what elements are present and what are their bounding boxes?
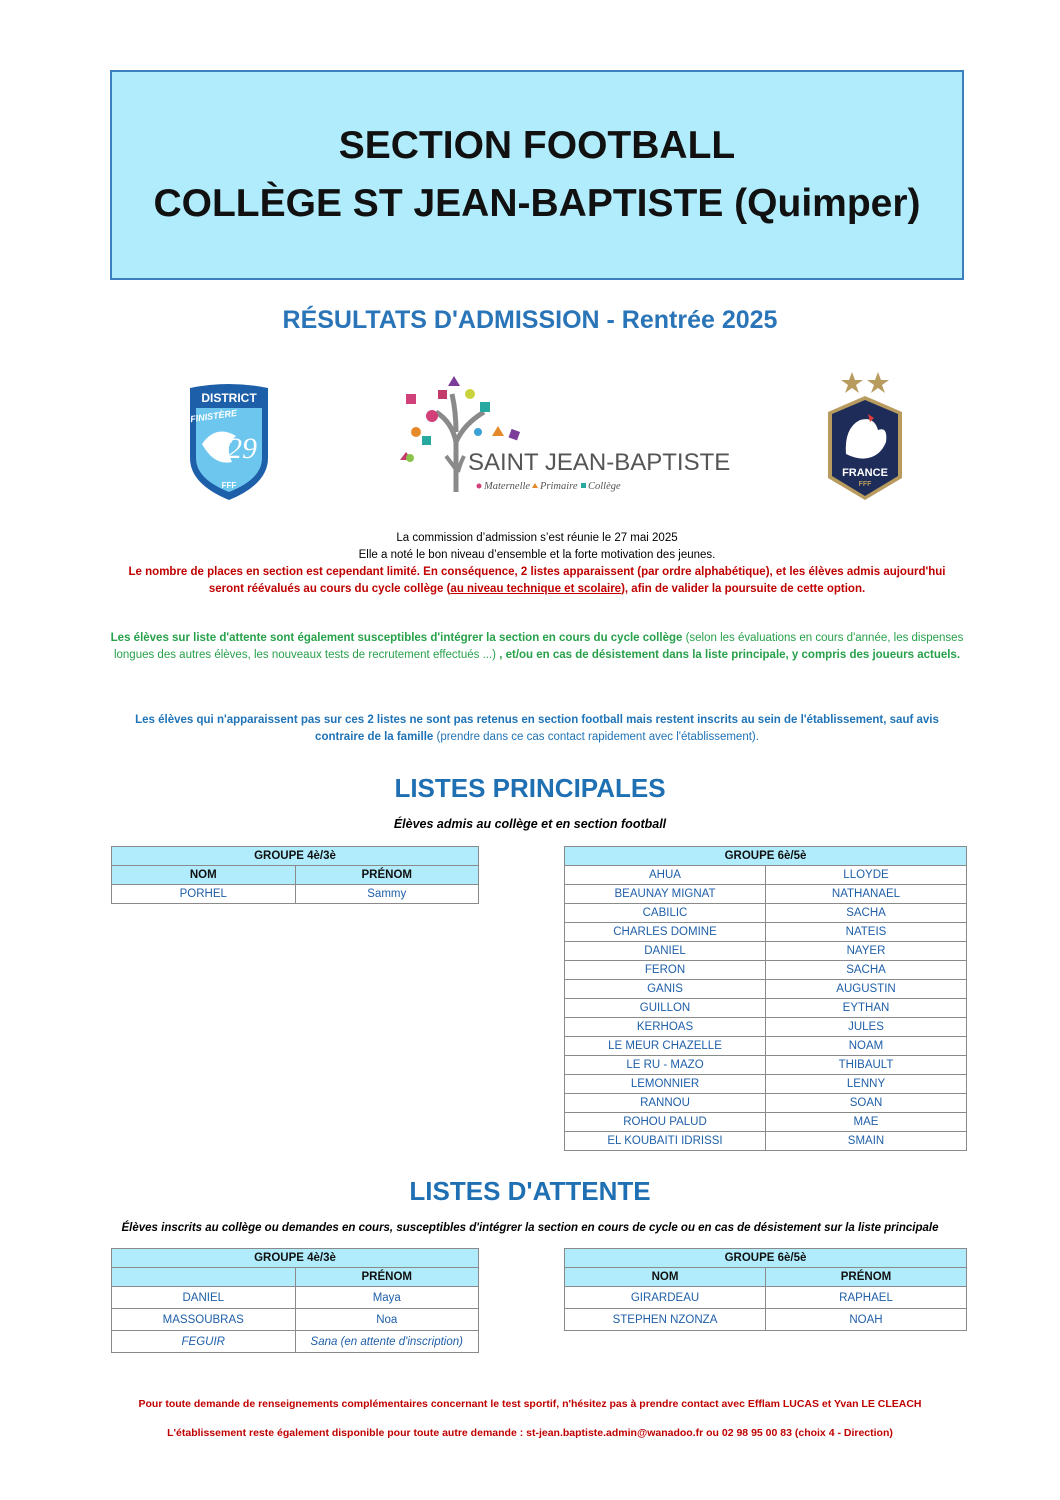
district-number: 29 [227,432,257,465]
table-row [565,1309,967,1331]
intro-line-2: Elle a noté le bon niveau d’ensemble et la forte motivation des jeunes. [358,549,716,561]
last-name-cell: BEAUNAY MIGNAT [565,885,766,904]
waiting-group-4-3-table [111,1248,479,1353]
table-row [565,1113,967,1132]
district-label: DISTRICT [201,391,257,405]
table-row [565,999,967,1018]
footer-contact-sport: Pour toute demande de renseignements complémentaires concernant le test sportif, n'hésitez pas à prendre contact avec Efflam LUCAS et Yvan LE CLEACH [138,1398,922,1410]
table-row [565,904,967,923]
limited-places-underlined: au niveau technique et scolaire [450,583,622,595]
column-header-prenom: PRÉNOM [295,1268,479,1287]
france-fff-logo [822,370,908,504]
table-row [112,1287,479,1309]
last-name-cell: DANIEL [112,1287,296,1309]
school-tag-college: Collège [588,481,621,492]
last-name-cell: LE RU - MAZO [565,1056,766,1075]
intro-not-retained-note [110,712,964,746]
first-name-cell: SACHA [766,904,967,923]
school-tag-primaire: Primaire [540,481,578,492]
last-name-cell: AHUA [565,866,766,885]
intro-waiting-list-note [110,630,964,664]
column-header-prenom: PRÉNOM [766,1268,967,1287]
not-retained-details: (prendre dans ce cas contact rapidement avec l'établissement). [433,731,759,743]
column-header-nom [112,1268,296,1287]
table-row [565,1037,967,1056]
admission-results-heading: RÉSULTATS D'ADMISSION - Rentrée 2025 [282,306,778,334]
first-name-cell: SMAIN [766,1132,967,1151]
school-tag-maternelle: Maternelle [484,481,531,492]
limited-places-end: ), afin de valider la poursuite de cette option. [621,583,866,595]
waiting-note-bold: Les élèves sur liste d'attente sont également susceptibles d'intégrer la section en cours du cycle collège [110,632,683,644]
last-name-cell: EL KOUBAITI IDRISSI [565,1132,766,1151]
last-name-cell: LE MEUR CHAZELLE [565,1037,766,1056]
table-row [112,1309,479,1331]
first-name-cell: LLOYDE [766,866,967,885]
saint-jean-baptiste-logo [392,372,731,498]
table-row [565,1094,967,1113]
column-header-prenom: PRÉNOM [295,866,479,885]
table-row [112,1331,479,1353]
table-row [565,1132,967,1151]
main-group-6-5-table [564,846,967,1151]
table-title: GROUPE 6è/5è [565,847,967,866]
last-name-cell: GANIS [565,980,766,999]
last-name-cell: MASSOUBRAS [112,1309,296,1331]
waiting-group-6-5-table [564,1248,967,1331]
table-row [565,866,967,885]
title-banner [110,70,964,280]
table-row [565,1018,967,1037]
last-name-cell: CHARLES DOMINE [565,923,766,942]
intro-commission [110,530,964,598]
intro-limited-places [110,564,964,598]
title-line-2: COLLÈGE ST JEAN-BAPTISTE (Quimper) [153,182,921,225]
table-row [565,1287,967,1309]
first-name-cell: NOAH [766,1309,967,1331]
table-row [565,1056,967,1075]
france-label: FRANCE [842,467,888,479]
first-name-cell: JULES [766,1018,967,1037]
last-name-cell: STEPHEN NZONZA [565,1309,766,1331]
school-name: SAINT JEAN-BAPTISTE [468,449,731,476]
last-name-cell: FEGUIR [112,1331,296,1353]
last-name-cell: GUILLON [565,999,766,1018]
last-name-cell: PORHEL [112,885,296,904]
last-name-cell: LEMONNIER [565,1075,766,1094]
table-row [565,1075,967,1094]
title-line-1: SECTION FOOTBALL [338,124,736,167]
first-name-cell: THIBAULT [766,1056,967,1075]
last-name-cell: GIRARDEAU [565,1287,766,1309]
main-lists-title: LISTES PRINCIPALES [394,773,666,803]
first-name-cell: EYTHAN [766,999,967,1018]
first-name-cell: NATHANAEL [766,885,967,904]
table-row [565,980,967,999]
last-name-cell: RANNOU [565,1094,766,1113]
table-title: GROUPE 6è/5è [565,1249,967,1268]
waiting-lists-title: LISTES D'ATTENTE [409,1176,651,1206]
district-fff: FFF [221,481,237,490]
table-row [565,942,967,961]
first-name-cell: Sammy [295,885,479,904]
first-name-cell: SOAN [766,1094,967,1113]
last-name-cell: FERON [565,961,766,980]
table-row [565,885,967,904]
waiting-note-end: , et/ou en cas de désistement dans la liste principale, y compris des joueurs actuels. [499,649,961,661]
france-fff: FFF [858,481,872,488]
first-name-cell: SACHA [766,961,967,980]
table-title: GROUPE 4è/3è [112,1249,479,1268]
district-29-logo [186,384,272,502]
last-name-cell: DANIEL [565,942,766,961]
main-lists-subtitle: Élèves admis au collège et en section football [393,817,667,831]
first-name-cell: NAYER [766,942,967,961]
column-header-nom: NOM [112,866,296,885]
first-name-cell: NOAM [766,1037,967,1056]
intro-line-1: La commission d’admission s’est réunie le 27 mai 2025 [396,532,678,544]
last-name-cell: KERHOAS [565,1018,766,1037]
last-name-cell: CABILIC [565,904,766,923]
first-name-cell: NATEIS [766,923,967,942]
first-name-cell: Maya [295,1287,479,1309]
first-name-cell: AUGUSTIN [766,980,967,999]
first-name-cell: LENNY [766,1075,967,1094]
waiting-lists-subtitle: Élèves inscrits au collège ou demandes en cours, susceptibles d'intégrer la section en cours de cycle ou en cas de désistement sur la liste principale [121,1222,939,1234]
table-row [565,923,967,942]
not-retained-bold: Les élèves qui n'apparaissent pas sur ces 2 listes ne sont pas retenus en section football mais restent inscrits au sein de l'établissement, sauf avis contraire de la famille [135,714,939,743]
table-row [112,885,479,904]
first-name-cell: RAPHAEL [766,1287,967,1309]
footer-contact-school: L'établissement reste également disponible pour toute autre demande : st-jean.baptiste.admin@wanadoo.fr ou 02 98 95 00 83 (choix 4 - Direction) [167,1427,893,1439]
last-name-cell: ROHOU PALUD [565,1113,766,1132]
limited-places-text: Le nombre de places en section est cependant limité. En conséquence, 2 listes apparaissent (par ordre alphabétique), et les élèves admis aujourd'hui seront réévalués au cours du cycle collège ( [128,566,946,595]
first-name-cell: Noa [295,1309,479,1331]
district-region: FINISTÈRE [189,407,238,425]
main-group-4-3-table [111,846,479,904]
column-header-nom: NOM [565,1268,766,1287]
first-name-cell: Sana (en attente d'inscription) [295,1331,479,1353]
waiting-note-details: (selon les évaluations en cours d'année, les dispenses longues des autres élèves, les nouveaux tests de recrutement effectués ...) [113,632,964,661]
table-title: GROUPE 4è/3è [112,847,479,866]
first-name-cell: MAE [766,1113,967,1132]
table-row [565,961,967,980]
